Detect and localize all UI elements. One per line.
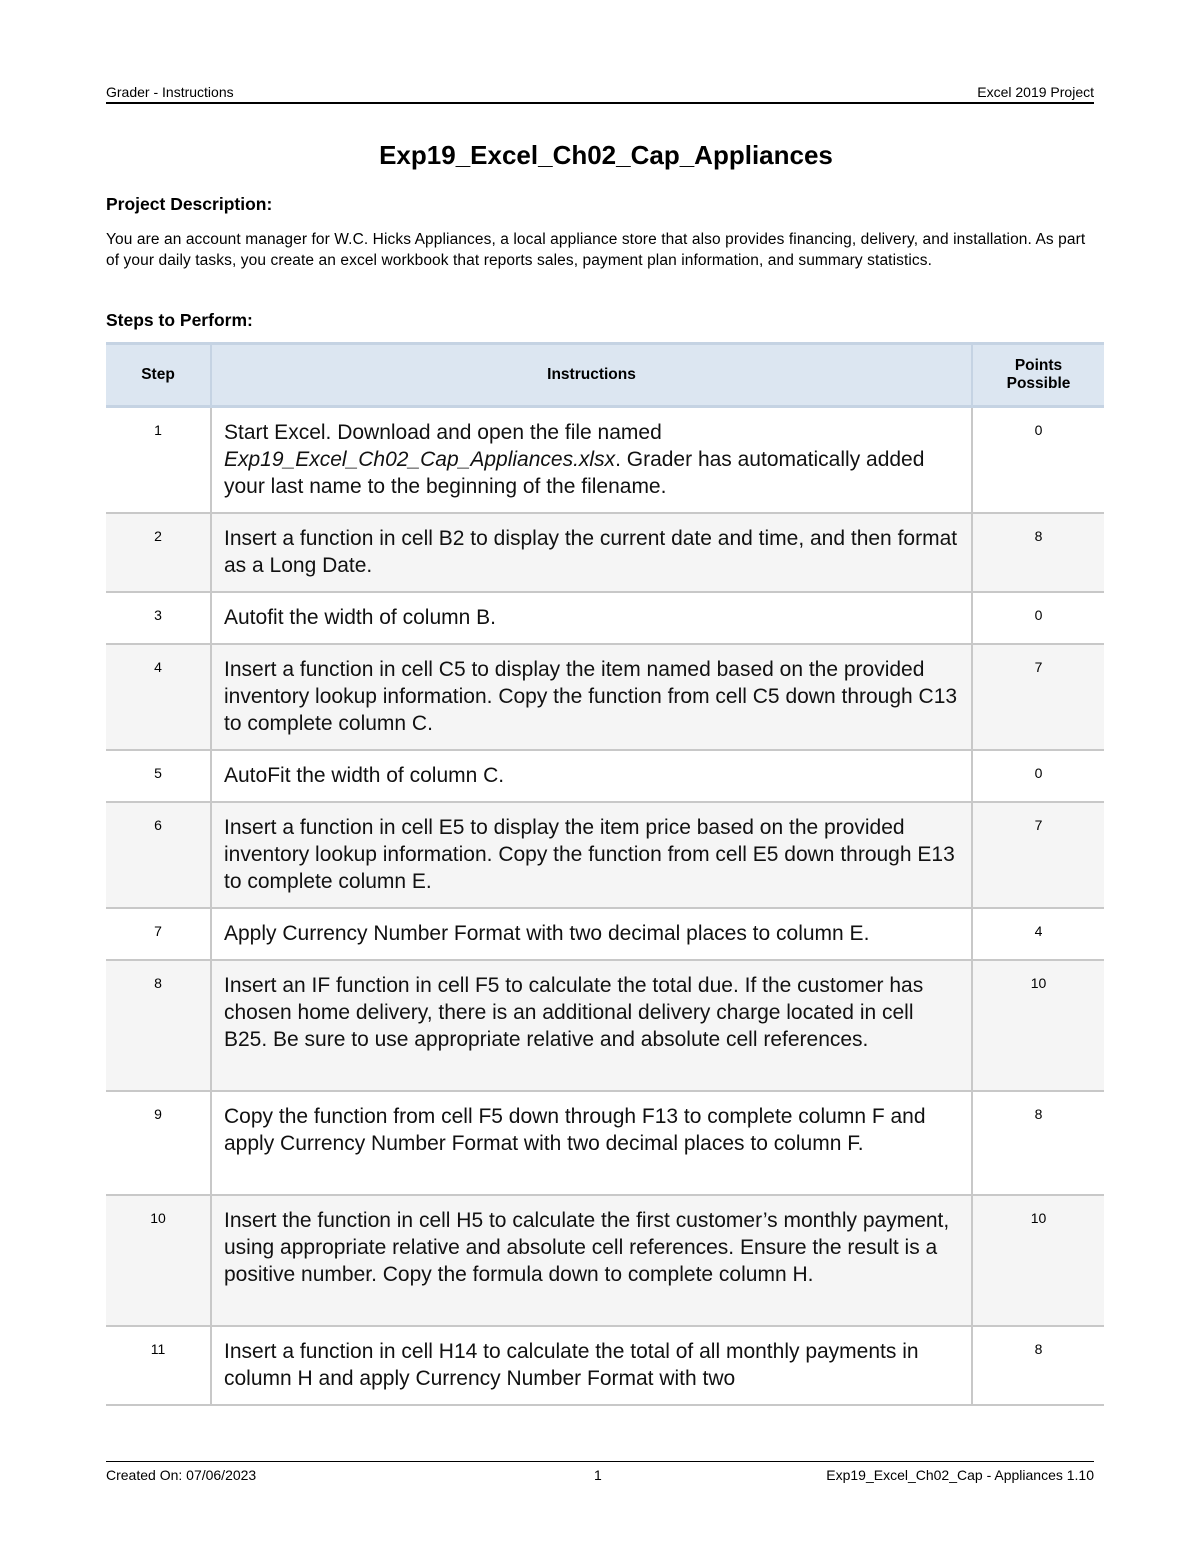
table-row xyxy=(106,1195,1104,1326)
step-number: 3 xyxy=(106,592,211,644)
page-footer xyxy=(106,1461,1094,1486)
step-instruction: Insert an IF function in cell F5 to calculate the total due. If the customer has chosen home delivery, there is an additional delivery charge located in cell B25. Be sure to use appropriate relative and absolute cell references. xyxy=(211,960,972,1091)
step-instruction xyxy=(211,407,972,514)
step-points: 0 xyxy=(972,592,1104,644)
step-number: 2 xyxy=(106,513,211,592)
step-instruction: Insert a function in cell B2 to display the current date and time, and then format as a Long Date. xyxy=(211,513,972,592)
step-instruction: Apply Currency Number Format with two decimal places to column E. xyxy=(211,908,972,960)
step-instruction: Autofit the width of column B. xyxy=(211,592,972,644)
table-row xyxy=(106,644,1104,750)
step-instruction: Insert the function in cell H5 to calculate the first customer’s monthly payment, using appropriate relative and absolute cell references. Ensure the result is a positive number. Copy the formula down to complete column H. xyxy=(211,1195,972,1326)
step-points: 10 xyxy=(972,1195,1104,1326)
table-row xyxy=(106,802,1104,908)
footer-document-id: Exp19_Excel_Ch02_Cap - Appliances 1.10 xyxy=(826,1467,1094,1483)
step-points: 8 xyxy=(972,1326,1104,1405)
step-number: 7 xyxy=(106,908,211,960)
column-header-instructions: Instructions xyxy=(211,344,972,407)
step-instruction: AutoFit the width of column C. xyxy=(211,750,972,802)
project-description-text: You are an account manager for W.C. Hicks Appliances, a local appliance store that also provides financing, delivery, and installation. As part of your daily tasks, you create an excel workbook that reports sales, payment plan information, and summary statistics. xyxy=(106,231,1086,269)
table-row xyxy=(106,592,1104,644)
column-header-step: Step xyxy=(106,344,211,407)
instruction-filename: Exp19_Excel_Ch02_Cap_Appliances.xlsx xyxy=(224,448,616,471)
step-points: 4 xyxy=(972,908,1104,960)
step-points: 8 xyxy=(972,513,1104,592)
step-number: 5 xyxy=(106,750,211,802)
table-row xyxy=(106,908,1104,960)
footer-created-on: Created On: 07/06/2023 xyxy=(106,1467,257,1483)
step-instruction: Insert a function in cell E5 to display the item price based on the provided inventory lookup information. Copy the function from cell E5 down through E13 to complete column E. xyxy=(211,802,972,908)
step-number: 1 xyxy=(106,407,211,514)
table-row xyxy=(106,513,1104,592)
step-instruction: Insert a function in cell H14 to calculate the total of all monthly payments in column H and apply Currency Number Format with two xyxy=(211,1326,972,1405)
step-number: 9 xyxy=(106,1091,211,1195)
step-instruction: Copy the function from cell F5 down through F13 to complete column F and apply Currency Number Format with two decimal places to column F. xyxy=(211,1091,972,1195)
instruction-text: Start Excel. Download and open the file named xyxy=(224,421,662,444)
step-number: 8 xyxy=(106,960,211,1091)
header-right-text: Excel 2019 Project xyxy=(977,84,1094,100)
steps-heading: Steps to Perform: xyxy=(106,310,253,330)
step-points: 10 xyxy=(972,960,1104,1091)
table-row xyxy=(106,750,1104,802)
instruction-text: . Grader has automatically added your last name to the beginning of the filename. xyxy=(224,448,925,498)
step-points: 7 xyxy=(972,802,1104,908)
table-row xyxy=(106,960,1104,1091)
page-header xyxy=(106,82,1094,104)
step-number: 4 xyxy=(106,644,211,750)
steps-table xyxy=(106,342,1104,1406)
step-number: 10 xyxy=(106,1195,211,1326)
step-number: 11 xyxy=(106,1326,211,1405)
document-title: Exp19_Excel_Ch02_Cap_Appliances xyxy=(379,140,833,170)
table-header-row xyxy=(106,344,1104,407)
step-points: 7 xyxy=(972,644,1104,750)
header-left-text: Grader - Instructions xyxy=(106,84,234,100)
project-description-heading: Project Description: xyxy=(106,194,273,214)
step-points: 0 xyxy=(972,750,1104,802)
column-header-points-label: Points Possible xyxy=(1006,357,1071,392)
table-row xyxy=(106,407,1104,514)
table-row xyxy=(106,1326,1104,1405)
column-header-points xyxy=(972,344,1104,407)
step-number: 6 xyxy=(106,802,211,908)
footer-page-number: 1 xyxy=(594,1467,602,1483)
step-points: 0 xyxy=(972,407,1104,514)
step-points: 8 xyxy=(972,1091,1104,1195)
table-row xyxy=(106,1091,1104,1195)
step-instruction: Insert a function in cell C5 to display the item named based on the provided inventory lookup information. Copy the function from cell C5 down through C13 to complete column C. xyxy=(211,644,972,750)
